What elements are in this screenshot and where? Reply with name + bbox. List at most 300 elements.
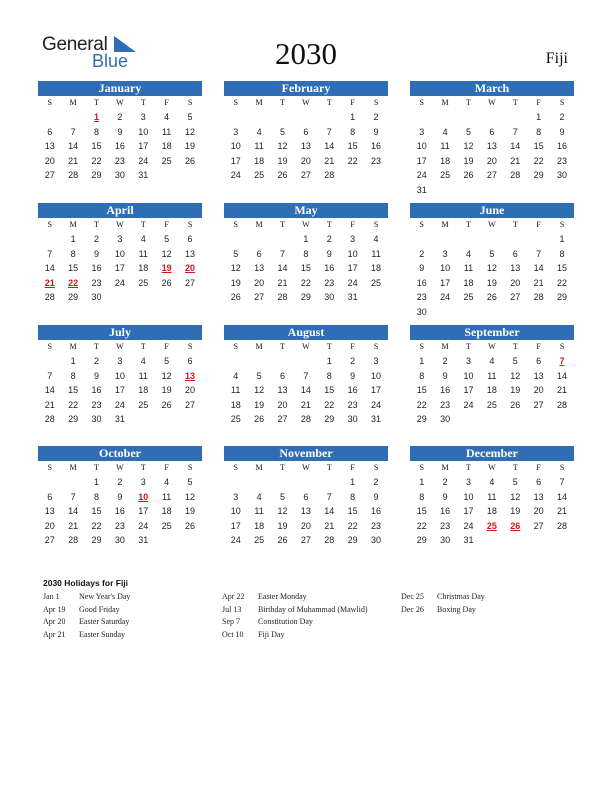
day-cell: 6 xyxy=(47,491,53,502)
day-cell: 29 xyxy=(416,535,427,545)
holiday-date: Apr 21 xyxy=(43,629,66,639)
month-header: May xyxy=(224,203,388,218)
day-cell: 12 xyxy=(254,385,265,395)
day-cell: 23 xyxy=(91,277,102,288)
day-cell: 8 xyxy=(559,248,565,259)
holiday-name: Christmas Day xyxy=(437,592,485,601)
day-cell: 30 xyxy=(440,535,451,545)
month-grid xyxy=(224,340,388,427)
month-header: October xyxy=(38,446,202,461)
day-cell: 15 xyxy=(68,385,79,395)
weekday-label: M xyxy=(69,342,77,351)
day-cell: 4 xyxy=(164,112,170,122)
day-cell: 4 xyxy=(140,234,146,244)
day-cell: 20 xyxy=(277,399,288,410)
day-cell: 28 xyxy=(324,170,335,180)
day-cell: 30 xyxy=(416,306,427,317)
day-cell: 6 xyxy=(303,491,309,502)
holiday-date: Apr 20 xyxy=(43,617,66,626)
day-cell: 5 xyxy=(233,248,239,259)
month-header: September xyxy=(410,325,574,340)
day-cell: 25 xyxy=(486,399,497,410)
month-header: July xyxy=(38,325,202,340)
empty-day-cell xyxy=(178,533,201,548)
day-cell: 19 xyxy=(486,277,497,288)
weekday-label: F xyxy=(350,98,355,107)
holiday-date: Apr 19 xyxy=(43,604,66,614)
day-cell: 9 xyxy=(93,248,99,259)
weekday-label: F xyxy=(536,463,541,472)
day-cell: 14 xyxy=(277,263,288,273)
day-cell: 29 xyxy=(68,292,79,302)
day-cell: 7 xyxy=(326,126,332,137)
holiday-item xyxy=(43,629,130,642)
empty-day-cell xyxy=(527,533,550,548)
day-cell: 1 xyxy=(419,477,425,487)
holidays-title: 2030 Holidays for Fiji xyxy=(43,578,129,588)
day-cell: 17 xyxy=(371,385,382,395)
day-cell: 5 xyxy=(187,477,193,487)
day-cell: 26 xyxy=(463,170,474,180)
day-cell: 13 xyxy=(486,141,497,151)
day-cell: 12 xyxy=(277,141,288,151)
day-cell: 18 xyxy=(138,385,149,395)
empty-day-cell xyxy=(527,305,550,320)
weekday-label: F xyxy=(164,98,169,107)
day-cell: 30 xyxy=(91,292,102,302)
day-cell: 9 xyxy=(419,263,425,273)
holiday-date: Dec 26 xyxy=(401,604,424,614)
weekday-label: S xyxy=(233,463,238,472)
day-cell: 7 xyxy=(326,491,332,502)
day-cell: 9 xyxy=(93,370,99,381)
day-cell: 19 xyxy=(510,385,521,395)
weekday-label: T xyxy=(326,220,332,229)
empty-day-cell xyxy=(480,533,503,548)
day-cell: 9 xyxy=(326,248,332,259)
day-cell: 12 xyxy=(486,263,497,273)
day-cell: 11 xyxy=(161,491,172,502)
day-cell: 19 xyxy=(230,277,241,288)
day-cell: 7 xyxy=(47,248,53,259)
holiday-name: New Year's Day xyxy=(79,592,131,601)
weekday-label: S xyxy=(47,98,52,107)
day-cell: 15 xyxy=(557,263,568,273)
month-grid xyxy=(38,461,202,548)
holiday-day-cell: 21 xyxy=(44,277,55,288)
day-cell: 17 xyxy=(463,385,474,395)
day-cell: 30 xyxy=(557,170,568,180)
day-cell: 21 xyxy=(277,277,288,288)
empty-day-cell xyxy=(550,305,573,320)
empty-day-cell xyxy=(550,533,573,548)
weekday-label: S xyxy=(559,220,565,229)
empty-day-cell xyxy=(38,475,61,490)
holiday-day-cell: 25 xyxy=(486,520,497,531)
month-april xyxy=(38,203,202,305)
holiday-column xyxy=(222,591,368,641)
empty-day-cell xyxy=(61,110,84,125)
day-cell: 6 xyxy=(536,356,542,366)
day-cell: 15 xyxy=(416,506,427,516)
day-cell: 2 xyxy=(442,477,448,487)
day-cell: 24 xyxy=(230,170,241,180)
day-cell: 8 xyxy=(419,370,425,381)
weekday-label: M xyxy=(255,220,263,229)
month-header: February xyxy=(224,81,388,96)
day-cell: 11 xyxy=(440,141,450,151)
month-july xyxy=(38,325,202,427)
day-cell: 8 xyxy=(93,126,99,137)
holiday-item xyxy=(222,591,368,604)
month-november xyxy=(224,446,388,548)
day-cell: 12 xyxy=(185,126,196,137)
day-cell: 19 xyxy=(510,506,521,516)
day-cell: 17 xyxy=(230,520,241,531)
day-cell: 24 xyxy=(114,277,125,288)
month-grid xyxy=(410,461,574,548)
day-cell: 26 xyxy=(486,292,497,302)
weekday-label: F xyxy=(164,342,169,351)
empty-day-cell xyxy=(294,110,317,125)
weekday-label: M xyxy=(441,342,449,351)
holiday-day-cell: 10 xyxy=(138,491,149,502)
day-cell: 1 xyxy=(350,477,356,487)
weekday-label: F xyxy=(350,342,355,351)
day-cell: 13 xyxy=(300,141,311,151)
day-cell: 23 xyxy=(347,399,358,410)
weekday-label: W xyxy=(488,342,496,351)
day-cell: 14 xyxy=(300,385,311,395)
day-cell: 12 xyxy=(510,491,521,502)
day-cell: 17 xyxy=(230,155,241,166)
day-cell: 24 xyxy=(114,399,125,410)
day-cell: 10 xyxy=(463,370,474,381)
day-cell: 17 xyxy=(114,385,125,395)
day-cell: 7 xyxy=(279,248,285,259)
weekday-label: T xyxy=(280,98,285,107)
day-cell: 14 xyxy=(510,141,521,151)
month-january xyxy=(38,81,202,183)
day-cell: 8 xyxy=(70,370,76,381)
weekday-label: S xyxy=(373,342,379,351)
month-december xyxy=(410,446,574,548)
empty-day-cell xyxy=(433,305,456,320)
day-cell: 31 xyxy=(347,292,358,302)
day-cell: 8 xyxy=(303,248,309,259)
day-cell: 28 xyxy=(300,414,311,424)
weekday-label: W xyxy=(116,342,124,351)
day-cell: 4 xyxy=(489,356,495,366)
empty-day-cell xyxy=(271,110,294,125)
weekday-label: S xyxy=(559,98,565,107)
day-cell: 25 xyxy=(161,520,172,531)
day-cell: 18 xyxy=(230,399,241,410)
day-cell: 27 xyxy=(510,292,521,302)
empty-day-cell xyxy=(433,110,456,125)
day-cell: 29 xyxy=(533,170,544,180)
day-cell: 2 xyxy=(117,477,123,487)
day-cell: 11 xyxy=(463,263,474,273)
day-cell: 14 xyxy=(324,141,335,151)
day-cell: 7 xyxy=(47,370,53,381)
day-cell: 21 xyxy=(557,506,568,516)
day-cell: 16 xyxy=(91,263,102,273)
day-cell: 18 xyxy=(463,277,474,288)
day-cell: 16 xyxy=(371,506,382,516)
day-cell: 19 xyxy=(185,141,196,151)
day-cell: 4 xyxy=(465,248,471,259)
day-cell: 13 xyxy=(510,263,521,273)
day-cell: 18 xyxy=(254,155,265,166)
day-cell: 20 xyxy=(533,385,544,395)
day-cell: 3 xyxy=(140,112,146,122)
day-cell: 14 xyxy=(533,263,544,273)
day-cell: 11 xyxy=(254,141,264,151)
day-cell: 25 xyxy=(254,170,265,180)
day-cell: 1 xyxy=(536,112,542,122)
day-cell: 15 xyxy=(533,141,544,151)
holiday-column xyxy=(401,591,485,616)
weekday-label: M xyxy=(441,463,449,472)
day-cell: 23 xyxy=(91,399,102,410)
day-cell: 28 xyxy=(557,520,568,531)
day-cell: 8 xyxy=(70,248,76,259)
day-cell: 31 xyxy=(416,184,427,195)
day-cell: 2 xyxy=(93,356,99,366)
day-cell: 14 xyxy=(44,385,55,395)
month-header: March xyxy=(410,81,574,96)
day-cell: 19 xyxy=(277,520,288,531)
day-cell: 5 xyxy=(256,370,262,381)
empty-day-cell xyxy=(247,110,270,125)
empty-day-cell xyxy=(178,412,201,427)
day-cell: 7 xyxy=(536,248,542,259)
empty-day-cell xyxy=(155,412,178,427)
day-cell: 8 xyxy=(350,126,356,137)
day-cell: 4 xyxy=(256,126,262,137)
day-cell: 23 xyxy=(371,520,382,531)
day-cell: 17 xyxy=(416,155,427,166)
weekday-label: S xyxy=(373,220,379,229)
day-cell: 9 xyxy=(442,491,448,502)
weekday-label: S xyxy=(233,220,238,229)
empty-day-cell xyxy=(271,232,294,247)
empty-day-cell xyxy=(504,110,527,125)
empty-day-cell xyxy=(433,232,456,247)
day-cell: 2 xyxy=(419,248,425,259)
day-cell: 29 xyxy=(557,292,568,302)
holiday-name: Constitution Day xyxy=(258,617,313,626)
day-cell: 18 xyxy=(161,141,172,151)
day-cell: 23 xyxy=(371,155,382,166)
day-cell: 18 xyxy=(486,385,497,395)
weekday-label: T xyxy=(140,463,146,472)
holiday-name: Boxing Day xyxy=(437,604,476,614)
day-cell: 3 xyxy=(117,234,123,244)
empty-day-cell xyxy=(504,533,527,548)
day-cell: 12 xyxy=(161,248,172,259)
day-cell: 28 xyxy=(68,170,79,180)
month-grid xyxy=(410,96,574,197)
empty-day-cell xyxy=(480,305,503,320)
holiday-item xyxy=(401,604,485,617)
day-cell: 4 xyxy=(164,477,170,487)
day-cell: 18 xyxy=(254,520,265,531)
day-cell: 21 xyxy=(533,277,544,288)
month-august xyxy=(224,325,388,427)
day-cell: 1 xyxy=(350,112,356,122)
day-cell: 21 xyxy=(510,155,521,166)
day-cell: 1 xyxy=(559,234,565,244)
weekday-label: F xyxy=(350,463,355,472)
day-cell: 11 xyxy=(487,370,497,381)
empty-day-cell xyxy=(155,168,178,183)
holiday-date: Oct 10 xyxy=(222,629,244,639)
empty-day-cell xyxy=(178,290,201,305)
day-cell: 20 xyxy=(44,520,55,531)
weekday-label: W xyxy=(116,98,124,107)
day-cell: 16 xyxy=(114,506,125,516)
day-cell: 20 xyxy=(486,155,497,166)
day-cell: 23 xyxy=(557,155,568,166)
day-cell: 23 xyxy=(114,155,125,166)
day-cell: 14 xyxy=(324,506,335,516)
day-cell: 24 xyxy=(440,292,451,302)
day-cell: 16 xyxy=(440,385,451,395)
day-cell: 1 xyxy=(326,356,332,366)
holiday-day-cell: 13 xyxy=(185,370,196,381)
weekday-label: T xyxy=(326,463,332,472)
month-header: June xyxy=(410,203,574,218)
day-cell: 9 xyxy=(373,126,379,137)
day-cell: 1 xyxy=(70,356,76,366)
day-cell: 9 xyxy=(373,491,379,502)
day-cell: 25 xyxy=(138,277,149,288)
day-cell: 15 xyxy=(416,385,427,395)
day-cell: 26 xyxy=(277,170,288,180)
day-cell: 15 xyxy=(300,263,311,273)
day-cell: 25 xyxy=(440,170,451,180)
day-cell: 5 xyxy=(164,234,170,244)
day-cell: 10 xyxy=(230,141,241,151)
day-cell: 7 xyxy=(303,370,309,381)
month-header: August xyxy=(224,325,388,340)
day-cell: 30 xyxy=(114,170,125,180)
day-cell: 28 xyxy=(510,170,521,180)
day-cell: 28 xyxy=(324,535,335,545)
day-cell: 22 xyxy=(347,520,358,531)
day-cell: 16 xyxy=(557,141,568,151)
day-cell: 3 xyxy=(442,248,448,259)
day-cell: 28 xyxy=(44,292,55,302)
weekday-label: M xyxy=(69,463,77,472)
day-cell: 6 xyxy=(187,356,193,366)
empty-day-cell xyxy=(504,232,527,247)
day-cell: 27 xyxy=(486,170,497,180)
holiday-item xyxy=(43,591,130,604)
weekday-label: W xyxy=(488,220,496,229)
day-cell: 4 xyxy=(489,477,495,487)
weekday-label: T xyxy=(326,98,332,107)
weekday-label: T xyxy=(94,220,99,229)
weekday-label: T xyxy=(512,342,518,351)
day-cell: 13 xyxy=(533,491,544,502)
day-cell: 27 xyxy=(185,277,196,288)
holiday-date: Apr 22 xyxy=(222,592,245,601)
day-cell: 20 xyxy=(510,277,521,288)
day-cell: 9 xyxy=(442,370,448,381)
day-cell: 2 xyxy=(559,112,565,122)
weekday-label: M xyxy=(441,98,449,107)
day-cell: 2 xyxy=(93,234,99,244)
day-cell: 22 xyxy=(91,155,102,166)
day-cell: 31 xyxy=(114,414,125,424)
logo-blue-text: Blue xyxy=(92,51,129,71)
weekday-label: T xyxy=(466,342,471,351)
day-cell: 3 xyxy=(465,356,471,366)
day-cell: 22 xyxy=(533,155,544,166)
day-cell: 22 xyxy=(91,520,102,531)
empty-day-cell xyxy=(38,354,61,369)
empty-day-cell xyxy=(318,110,341,125)
weekday-label: S xyxy=(187,342,193,351)
day-cell: 1 xyxy=(419,356,425,366)
day-cell: 3 xyxy=(419,126,425,137)
month-header: April xyxy=(38,203,202,218)
weekday-label: S xyxy=(419,220,424,229)
empty-day-cell xyxy=(38,232,61,247)
day-cell: 26 xyxy=(230,292,241,302)
day-cell: 6 xyxy=(187,234,193,244)
month-grid xyxy=(410,340,574,427)
day-cell: 11 xyxy=(254,506,264,516)
day-cell: 3 xyxy=(373,356,379,366)
day-cell: 18 xyxy=(138,263,149,273)
day-cell: 14 xyxy=(68,141,79,151)
day-cell: 25 xyxy=(138,399,149,410)
weekday-label: T xyxy=(94,342,99,351)
day-cell: 29 xyxy=(300,292,311,302)
holiday-day-cell: 20 xyxy=(185,263,196,273)
day-cell: 15 xyxy=(91,506,102,516)
day-cell: 3 xyxy=(233,126,239,137)
day-cell: 24 xyxy=(371,399,382,410)
day-cell: 10 xyxy=(114,248,125,259)
day-cell: 28 xyxy=(44,414,55,424)
day-cell: 18 xyxy=(161,506,172,516)
month-grid xyxy=(224,96,388,183)
day-cell: 5 xyxy=(512,477,518,487)
day-cell: 27 xyxy=(44,535,55,545)
day-cell: 18 xyxy=(486,506,497,516)
weekday-label: S xyxy=(187,98,193,107)
day-cell: 26 xyxy=(277,535,288,545)
day-cell: 9 xyxy=(350,370,356,381)
day-cell: 19 xyxy=(463,155,474,166)
month-grid xyxy=(38,218,202,305)
day-cell: 1 xyxy=(70,234,76,244)
day-cell: 25 xyxy=(161,155,172,166)
day-cell: 22 xyxy=(324,399,335,410)
day-cell: 23 xyxy=(114,520,125,531)
day-cell: 17 xyxy=(114,263,125,273)
day-cell: 10 xyxy=(230,506,241,516)
day-cell: 29 xyxy=(68,414,79,424)
holiday-name: Good Friday xyxy=(79,604,120,614)
empty-day-cell xyxy=(364,290,387,305)
weekday-label: W xyxy=(488,98,496,107)
